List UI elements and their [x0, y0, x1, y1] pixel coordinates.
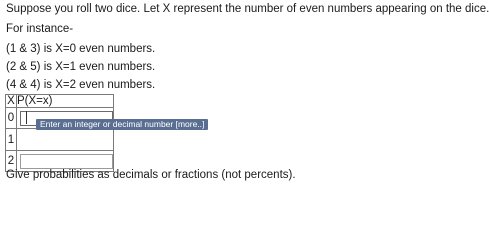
- input-hint-tooltip[interactable]: Enter an integer or decimal number [more..]: [36, 119, 208, 130]
- example-line-1: (1 & 3) is X=0 even numbers.: [6, 43, 156, 55]
- column-header-probability: P(X=x): [17, 95, 114, 108]
- problem-statement: Suppose you roll two dice. Let X represent the number of even numbers appearing on the dice.: [6, 3, 489, 15]
- text-cursor: [26, 111, 27, 124]
- example-line-2: (2 & 5) is X=1 even numbers.: [6, 61, 156, 73]
- probability-cell: [17, 129, 114, 151]
- x-value: 0: [6, 108, 17, 129]
- x-value: 1: [6, 129, 17, 151]
- table-row: [6, 129, 114, 151]
- for-instance-label: For instance-: [6, 23, 74, 35]
- probability-input-x2[interactable]: [20, 154, 113, 169]
- probability-table: [5, 94, 114, 172]
- instructions-footer: Give probabilities as decimals or fractions (not percents).: [6, 169, 296, 181]
- example-line-3: (4 & 4) is X=2 even numbers.: [6, 79, 156, 91]
- x-value: 2: [6, 151, 17, 172]
- column-header-x: X: [7, 95, 15, 107]
